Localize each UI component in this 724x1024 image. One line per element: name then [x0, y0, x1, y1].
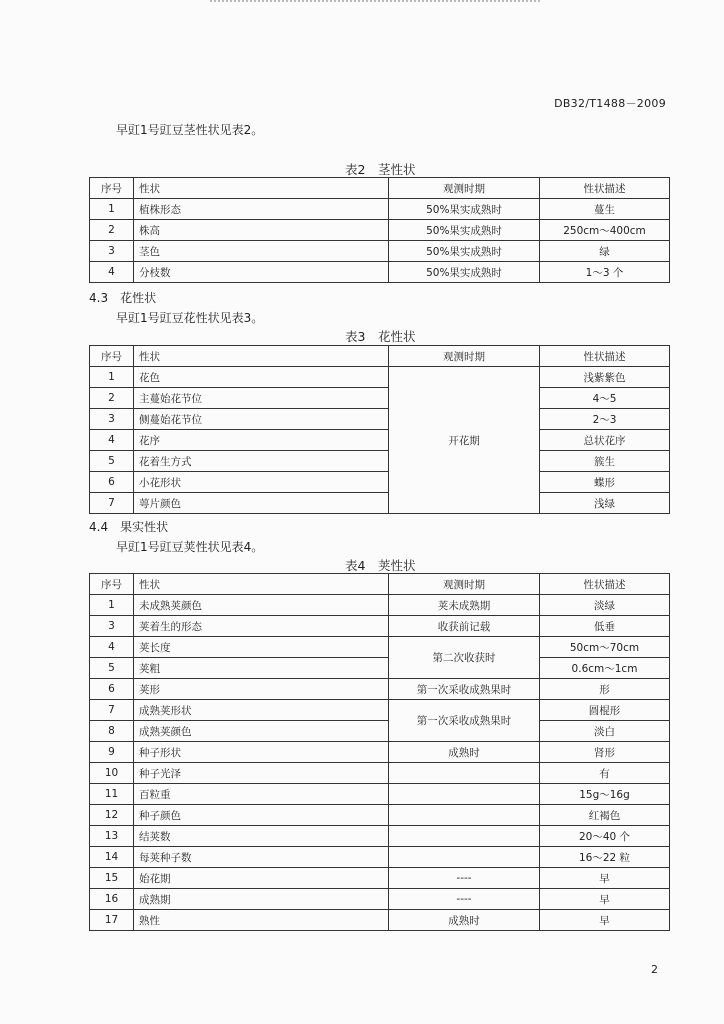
table-row: [90, 472, 670, 493]
cell-no: 5: [90, 658, 134, 679]
cell-desc: 15g～16g: [540, 784, 670, 805]
page-number: 2: [651, 963, 658, 976]
cell-no: 12: [90, 805, 134, 826]
table-row: [90, 199, 670, 220]
cell-trait: 小花形状: [134, 472, 389, 493]
table-row: [90, 658, 670, 679]
table3-caption: 表3 花性状: [345, 329, 416, 344]
table-header-row: [90, 178, 670, 199]
cell-trait: 萼片颜色: [134, 493, 389, 514]
cell-trait: 植株形态: [134, 199, 389, 220]
cell-period-merged: 第二次收获时: [389, 637, 540, 679]
cell-trait: 每荚种子数: [134, 847, 389, 868]
cell-trait: 茎色: [134, 241, 389, 262]
cell-desc: 250cm～400cm: [540, 220, 670, 241]
table-row: [90, 637, 670, 658]
cell-desc: 50cm～70cm: [540, 637, 670, 658]
cell-trait: 种子形状: [134, 742, 389, 763]
table4-intro: 早豇1号豇豆荚性状见表4。: [116, 540, 264, 554]
cell-trait: 成熟期: [134, 889, 389, 910]
cell-period: 成熟时: [389, 742, 540, 763]
table-row: [90, 721, 670, 742]
cell-desc: 16～22 粒: [540, 847, 670, 868]
cell-desc: 20～40 个: [540, 826, 670, 847]
table-row: [90, 805, 670, 826]
section-4-3-heading: 4.3 花性状: [89, 291, 157, 305]
cell-desc: 肾形: [540, 742, 670, 763]
cell-no: 14: [90, 847, 134, 868]
cell-period: 50%果实成熟时: [389, 199, 540, 220]
cell-no: 7: [90, 700, 134, 721]
cell-no: 2: [90, 388, 134, 409]
cell-desc: 浅绿: [540, 493, 670, 514]
table-row: [90, 868, 670, 889]
document-code: DB32/T1488－2009: [554, 97, 666, 110]
cell-trait: 花着生方式: [134, 451, 389, 472]
cell-no: 3: [90, 616, 134, 637]
cell-no: 3: [90, 409, 134, 430]
scan-artifact: [210, 0, 540, 6]
cell-period: [389, 763, 540, 784]
table-row: [90, 493, 670, 514]
table-row: [90, 826, 670, 847]
cell-period: 荚未成熟期: [389, 595, 540, 616]
cell-desc: 4～5: [540, 388, 670, 409]
table-row: [90, 742, 670, 763]
cell-period-merged: 第一次采收成熟果时: [389, 700, 540, 742]
table-row: [90, 367, 670, 388]
table-row: [90, 763, 670, 784]
cell-trait: 荚长度: [134, 637, 389, 658]
cell-desc: 总状花序: [540, 430, 670, 451]
header-no: 序号: [90, 574, 134, 595]
cell-trait: 侧蔓始花节位: [134, 409, 389, 430]
cell-period: [389, 784, 540, 805]
cell-period: 50%果实成熟时: [389, 220, 540, 241]
table-row: [90, 847, 670, 868]
table-row: [90, 784, 670, 805]
header-no: 序号: [90, 346, 134, 367]
cell-no: 2: [90, 220, 134, 241]
cell-trait: 未成熟荚颜色: [134, 595, 389, 616]
cell-period: [389, 805, 540, 826]
cell-trait: 种子光泽: [134, 763, 389, 784]
cell-desc: 浅紫紫色: [540, 367, 670, 388]
cell-period: [389, 826, 540, 847]
header-trait: 性状: [134, 574, 389, 595]
table-row: [90, 679, 670, 700]
cell-trait: 花序: [134, 430, 389, 451]
header-desc: 性状描述: [540, 346, 670, 367]
cell-no: 5: [90, 451, 134, 472]
table2-stem-traits: [89, 177, 670, 283]
header-period: 观测时期: [389, 178, 540, 199]
table2-caption: 表2 茎性状: [345, 162, 416, 177]
cell-desc: 早: [540, 868, 670, 889]
cell-period-merged: 开花期: [389, 367, 540, 514]
cell-desc: 淡白: [540, 721, 670, 742]
cell-no: 15: [90, 868, 134, 889]
cell-period: ----: [389, 889, 540, 910]
cell-no: 4: [90, 262, 134, 283]
cell-period: 第一次采收成熟果时: [389, 679, 540, 700]
cell-trait: 主蔓始花节位: [134, 388, 389, 409]
table-row: [90, 388, 670, 409]
cell-trait: 分枝数: [134, 262, 389, 283]
cell-trait: 成熟荚颜色: [134, 721, 389, 742]
cell-no: 11: [90, 784, 134, 805]
cell-desc: 蝶形: [540, 472, 670, 493]
cell-period: [389, 847, 540, 868]
cell-no: 6: [90, 472, 134, 493]
cell-trait: 株高: [134, 220, 389, 241]
header-desc: 性状描述: [540, 574, 670, 595]
table2-intro: 早豇1号豇豆茎性状见表2。: [116, 123, 264, 137]
table-row: [90, 595, 670, 616]
header-period: 观测时期: [389, 574, 540, 595]
cell-no: 1: [90, 595, 134, 616]
table-header-row: [90, 346, 670, 367]
cell-no: 10: [90, 763, 134, 784]
cell-desc: 形: [540, 679, 670, 700]
cell-desc: 早: [540, 910, 670, 931]
table4-pod-traits: [89, 573, 670, 931]
cell-no: 17: [90, 910, 134, 931]
cell-desc: 2～3: [540, 409, 670, 430]
cell-no: 13: [90, 826, 134, 847]
cell-period: 成熟时: [389, 910, 540, 931]
header-trait: 性状: [134, 346, 389, 367]
table-row: [90, 910, 670, 931]
table-row: [90, 241, 670, 262]
header-no: 序号: [90, 178, 134, 199]
cell-desc: 早: [540, 889, 670, 910]
table-row: [90, 889, 670, 910]
cell-trait: 种子颜色: [134, 805, 389, 826]
cell-period: 收获前记载: [389, 616, 540, 637]
cell-desc: 淡绿: [540, 595, 670, 616]
cell-trait: 熟性: [134, 910, 389, 931]
cell-no: 8: [90, 721, 134, 742]
cell-desc: 有: [540, 763, 670, 784]
cell-desc: 簇生: [540, 451, 670, 472]
cell-no: 16: [90, 889, 134, 910]
cell-period: ----: [389, 868, 540, 889]
cell-no: 3: [90, 241, 134, 262]
table3-flower-traits: [89, 345, 670, 514]
cell-desc: 0.6cm～1cm: [540, 658, 670, 679]
cell-desc: 低垂: [540, 616, 670, 637]
cell-trait: 百粒重: [134, 784, 389, 805]
cell-desc: 红褐色: [540, 805, 670, 826]
cell-trait: 荚着生的形态: [134, 616, 389, 637]
cell-no: 1: [90, 367, 134, 388]
cell-period: 50%果实成熟时: [389, 262, 540, 283]
cell-no: 7: [90, 493, 134, 514]
cell-no: 4: [90, 637, 134, 658]
header-desc: 性状描述: [540, 178, 670, 199]
table4-caption: 表4 荚性状: [345, 558, 416, 573]
cell-no: 4: [90, 430, 134, 451]
table-row: [90, 220, 670, 241]
cell-trait: 成熟荚形状: [134, 700, 389, 721]
table-row: [90, 262, 670, 283]
header-trait: 性状: [134, 178, 389, 199]
table3-intro: 早豇1号豇豆花性状见表3。: [116, 311, 264, 325]
cell-trait: 始花期: [134, 868, 389, 889]
cell-trait: 花色: [134, 367, 389, 388]
cell-desc: 1～3 个: [540, 262, 670, 283]
table-row: [90, 700, 670, 721]
cell-trait: 结荚数: [134, 826, 389, 847]
cell-no: 1: [90, 199, 134, 220]
cell-no: 6: [90, 679, 134, 700]
header-period: 观测时期: [389, 346, 540, 367]
cell-desc: 绿: [540, 241, 670, 262]
table-header-row: [90, 574, 670, 595]
cell-desc: 蔓生: [540, 199, 670, 220]
cell-trait: 荚粗: [134, 658, 389, 679]
cell-trait: 荚形: [134, 679, 389, 700]
cell-period: 50%果实成熟时: [389, 241, 540, 262]
section-4-4-heading: 4.4 果实性状: [89, 520, 169, 534]
cell-desc: 圆棍形: [540, 700, 670, 721]
table-row: [90, 616, 670, 637]
table-row: [90, 409, 670, 430]
cell-no: 9: [90, 742, 134, 763]
table-row: [90, 451, 670, 472]
table-row: [90, 430, 670, 451]
